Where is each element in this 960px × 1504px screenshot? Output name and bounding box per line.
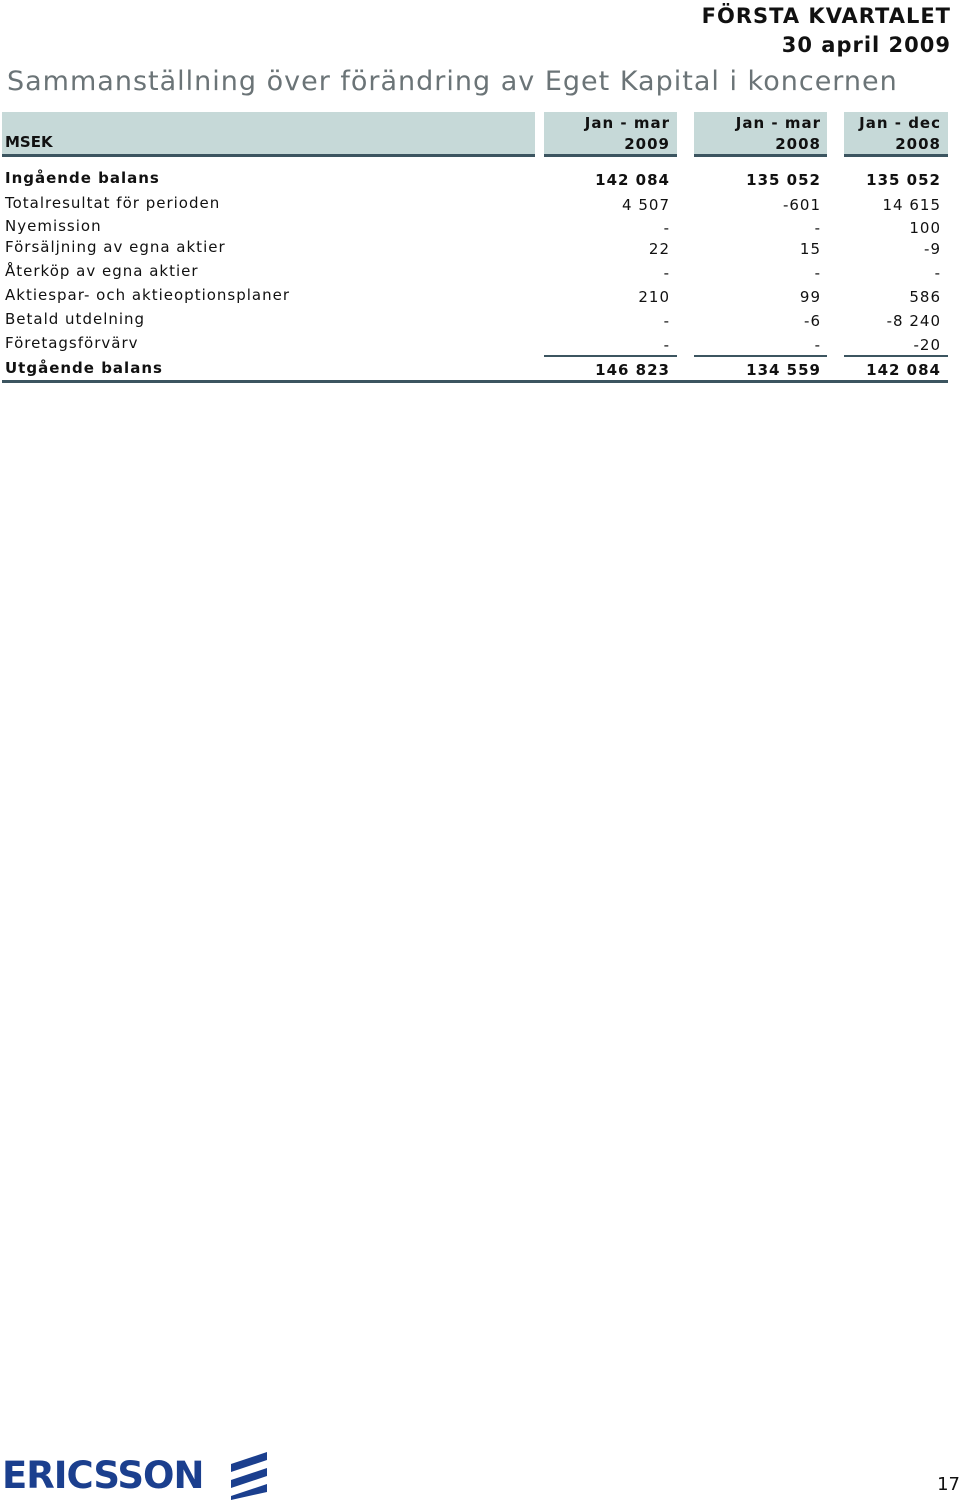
ericsson-logo-icon — [225, 1450, 273, 1502]
row-value: 142 084 — [595, 171, 670, 189]
page-number: 17 — [937, 1474, 960, 1495]
row-label: Betald utdelning — [5, 310, 146, 328]
row-value: - — [814, 219, 821, 237]
table-header-label-cell — [2, 112, 535, 157]
row-value: - — [663, 264, 670, 282]
logo-wordmark: ERICSSON — [2, 1454, 204, 1497]
column-header-2-period: Jan - mar — [735, 114, 821, 132]
row-value: -6 — [804, 312, 821, 330]
row-value: 14 615 — [882, 196, 941, 214]
row-value: 146 823 — [595, 361, 670, 379]
row-value: - — [814, 336, 821, 354]
msek-label: MSEK — [5, 133, 53, 151]
row-value: 15 — [799, 240, 821, 258]
row-value: 4 507 — [622, 196, 670, 214]
row-label: Återköp av egna aktier — [5, 262, 199, 280]
report-title-line1: FÖRSTA KVARTALET — [701, 4, 951, 28]
table-row — [0, 310, 960, 332]
row-value: - — [663, 312, 670, 330]
row-label: Utgående balans — [5, 359, 163, 377]
row-value: 586 — [909, 288, 941, 306]
row-value: 135 052 — [866, 171, 941, 189]
row-value: - — [663, 336, 670, 354]
table-row — [0, 286, 960, 308]
column-header-1-year: 2009 — [624, 135, 670, 153]
subtotal-rule — [844, 355, 948, 357]
table-bottom-rule — [2, 380, 948, 383]
row-value: -20 — [913, 336, 941, 354]
column-header-1-period: Jan - mar — [584, 114, 670, 132]
table-row — [0, 217, 960, 239]
report-title — [702, 2, 951, 60]
column-header-1 — [585, 113, 670, 155]
row-value: 142 084 — [866, 361, 941, 379]
column-header-3-period: Jan - dec — [859, 114, 941, 132]
row-label: Försäljning av egna aktier — [5, 238, 226, 256]
column-header-2 — [736, 113, 821, 155]
subtotal-rule — [694, 355, 827, 357]
page-heading: Sammanställning över förändring av Eget Kapital i koncernen — [7, 66, 898, 97]
report-title-line2: 30 april 2009 — [781, 33, 951, 57]
row-value: - — [663, 219, 670, 237]
subtotal-rule — [544, 355, 677, 357]
row-value: - — [814, 264, 821, 282]
row-value: 22 — [648, 240, 670, 258]
table-row — [0, 334, 960, 356]
row-value: 135 052 — [746, 171, 821, 189]
table-row — [0, 262, 960, 284]
column-header-3 — [859, 113, 941, 155]
row-label: Nyemission — [5, 217, 102, 235]
row-value: 100 — [909, 219, 941, 237]
table-row-total — [0, 359, 960, 381]
row-label: Företagsförvärv — [5, 334, 139, 352]
ericsson-logo — [2, 1448, 273, 1504]
row-label: Aktiespar- och aktieoptionsplaner — [5, 286, 291, 304]
row-label: Totalresultat för perioden — [5, 194, 221, 212]
table-row — [0, 194, 960, 216]
row-value: -8 240 — [886, 312, 941, 330]
row-value: - — [934, 264, 941, 282]
column-header-2-year: 2008 — [775, 135, 821, 153]
row-value: -9 — [924, 240, 941, 258]
table-row — [0, 238, 960, 260]
row-value: 134 559 — [746, 361, 821, 379]
table-row — [0, 169, 960, 191]
row-value: -601 — [782, 196, 821, 214]
row-value: 99 — [799, 288, 821, 306]
column-header-3-year: 2008 — [895, 135, 941, 153]
row-label: Ingående balans — [5, 169, 160, 187]
row-value: 210 — [638, 288, 670, 306]
